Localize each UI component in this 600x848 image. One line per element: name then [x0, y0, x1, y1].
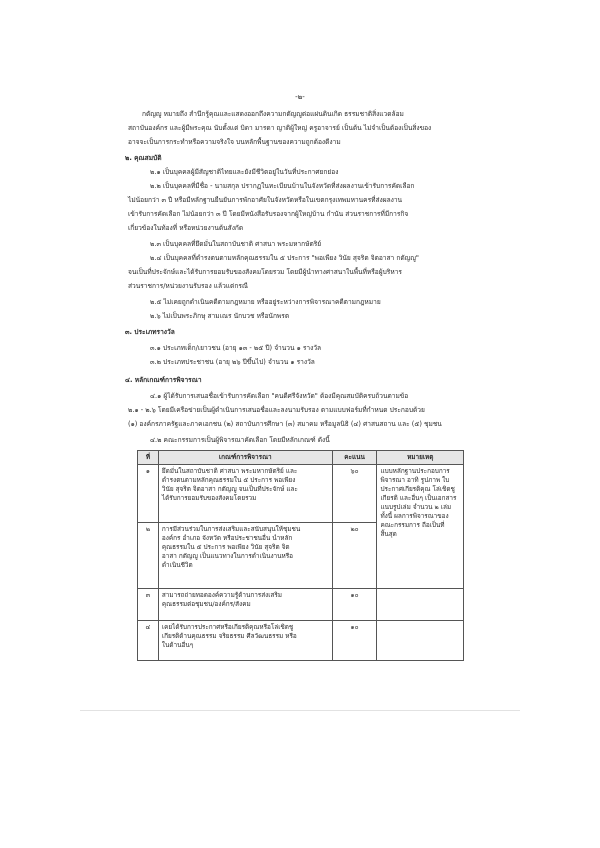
criteria-line: วินัย สุจริต จิตอาสา กตัญญู จนเป็นที่ประจักษ์ และ — [161, 485, 298, 493]
header-criteria: เกณฑ์การพิจารณา — [158, 451, 332, 465]
criteria-line: สามารถถ่ายทอดองค์ความรู้ด้านการส่งเสริม — [161, 591, 282, 599]
section-2-line: ๒.๒ เป็นบุคคลที่มีชื่อ - นามสกุล ปรากฏในทะเบียนบ้านในจังหวัดที่ส่งผลงานเข้ารับการคัดเลือก — [150, 182, 415, 190]
section-3-line: ๓.๒ ประเภทประชาชน (อายุ ๒๖ ปีขึ้นไป) จำนวน ๑ รางวัล — [150, 358, 315, 366]
row-score: ๖๐ — [332, 465, 377, 523]
row-criteria — [158, 465, 332, 523]
criteria-line: คุณธรรมต่อชุมชน/องค์กร/สังคม — [161, 600, 251, 608]
section-2-line: ส่วนราชการ/หน่วยงานรับรอง แล้วแต่กรณี — [128, 282, 248, 290]
row-score: ๑๐ — [332, 589, 377, 621]
note-line: พิจารณา อาทิ รูปภาพ ใบ — [380, 476, 450, 484]
note-line: แนบรูปเล่ม จำนวน ๒ เล่ม — [380, 503, 452, 511]
table-row — [138, 621, 464, 661]
section-4-heading: ๔. หลักเกณฑ์การพิจารณา — [125, 376, 202, 384]
row-criteria — [158, 621, 332, 661]
note-line: แบบหลักฐานประกอบการ — [380, 467, 450, 475]
section-4-line: ๔.๒ คณะกรรมการเป็นผู้พิจารณาคัดเลือก โดยมีหลักเกณฑ์ ดังนี้ — [150, 436, 330, 444]
footer-divider — [80, 710, 520, 711]
section-3-line: ๓.๑ ประเภทเด็ก/เยาวชน (อายุ ๑๓ - ๒๕ ปี) จำนวน ๑ รางวัล — [150, 344, 322, 352]
table-row — [138, 465, 464, 523]
criteria-line: อาสา กตัญญู เป็นแนวทางในการดำเนินงานหรือ — [161, 552, 294, 560]
section-2-line: ๒.๕ ไม่เคยถูกดำเนินคดีตามกฎหมาย หรืออยู่ระหว่างการพิจารณาคดีตามกฎหมาย — [150, 298, 381, 306]
criteria-line: องค์กร อำเภอ จังหวัด หรือประชาชนอื่น นำหลัก — [161, 534, 293, 542]
section-2-line: ๒.๑ เป็นบุคคลผู้มีสัญชาติไทยและยังมีชีวิตอยู่ในวันที่ประกาศยกย่อง — [150, 168, 339, 176]
page-number: -๒- — [295, 93, 305, 101]
section-3-heading: ๓. ประเภทรางวัล — [125, 328, 175, 336]
row-note-empty — [377, 589, 464, 621]
criteria-line: เกียรติด้านคุณธรรม จริยธรรม ศีลวัฒนธรรม หรือ — [161, 632, 297, 640]
intro-line-3: อาจจะเป็นการกระทำหรือความจริงใจ บนหลักพื้นฐานของความถูกต้องดีงาม — [128, 138, 341, 146]
table-row — [138, 589, 464, 621]
row-criteria — [158, 523, 332, 589]
criteria-line: ดำรงตนตามหลักคุณธรรมใน ๕ ประการ พอเพียง — [161, 476, 296, 484]
section-2-line: ๒.๓ เป็นบุคคลที่ยึดมั่นในสถาบันชาติ ศาสนา พระมหากษัตริย์ — [150, 240, 322, 248]
header-no: ที่ — [138, 451, 159, 465]
section-2-line: ไม่น้อยกว่า ๓ ปี หรือมีหลักฐานยืนยันการพักอาศัยในจังหวัดหรือในเขตกรุงเทพมหานครที่ส่งผลงาน — [128, 196, 403, 204]
row-note — [377, 465, 464, 589]
section-2-line: เข้ารับการคัดเลือก ไม่น้อยกว่า ๓ ปี โดยมีหนังสือรับรองจากผู้ใหญ่บ้าน กำนัน ส่วนราชการที่มีการกิจ — [128, 210, 409, 218]
note-line: สิ้นสุด — [380, 530, 397, 538]
criteria-line: ในด้านอื่นๆ — [161, 641, 194, 649]
section-2-line: เกี่ยวข้องในท้องที่ หรือหน่วยงานต้นสังกัด — [128, 224, 244, 232]
row-note-empty — [377, 621, 464, 661]
intro-line-2: สถาบันองค์กร และผู้มีพระคุณ นับตั้งแต่ บิดา มารดา ญาติผู้ใหญ่ ครูอาจารย์ เป็นต้น ไม่จำเป็นต้องเป็นสิ่งของ — [128, 124, 432, 132]
table-header-row — [138, 451, 464, 465]
criteria-line: ยึดมั่นในสถาบันชาติ ศาสนา พระมหากษัตริย์ และ — [161, 467, 298, 475]
note-line: เกียรติ และอื่นๆ เป็นเอกสาร — [380, 494, 457, 502]
section-4-line: (๑) องค์กรภาครัฐและภาคเอกชน (๒) สถาบันการศึกษา (๓) สมาคม หรือมูลนิธิ (๔) ศาสนสถาน และ (๕) ชุมชน — [128, 420, 442, 428]
section-2-line: ๒.๖ ไม่เป็นพระภิกษุ สามเณร นักบวช หรือนักพรต — [150, 312, 290, 320]
section-2-heading: ๒. คุณสมบัติ — [125, 154, 162, 162]
note-line: ทั้งนี้ ผลการพิจารณาของ — [380, 512, 449, 520]
row-number: ๒ — [138, 523, 159, 589]
section-2-line: จนเป็นที่ประจักษ์และได้รับการยอมรับของสังคมโดยรวม โดยมีผู้นำทางศาสนาในพื้นที่หรือผู้บริหาร — [128, 268, 402, 276]
criteria-line: คุณธรรมใน ๕ ประการ พอเพียง วินัย สุจริต จิต — [161, 543, 290, 551]
section-4-line: ๒.๑ - ๒.๖ โดยมีเครือข่ายเป็นผู้ดำเนินการเสนอชื่อและลงนามรับรอง ตามแบบฟอร์มที่กำหนด ประกอบด้วย — [128, 406, 425, 414]
criteria-table — [137, 450, 464, 661]
row-criteria — [158, 589, 332, 621]
section-4-line: ๔.๑ ผู้ได้รับการเสนอชื่อเข้ารับการคัดเลือก "คนดีศรีจังหวัด" ต้องมีคุณสมบัติครบถ้วนตามข้อ — [150, 392, 409, 400]
section-2-line: ๒.๔ เป็นบุคคลที่ดำรงตนตามหลักคุณธรรมใน ๕ ประการ "พอเพียง วินัย สุจริต จิตอาสา กตัญญู" — [150, 254, 419, 262]
row-number: ๑ — [138, 465, 159, 523]
note-line: ประกาศเกียรติคุณ โล่เชิดชู — [380, 485, 455, 493]
row-score: ๑๐ — [332, 621, 377, 661]
row-score: ๒๐ — [332, 523, 377, 589]
row-number: ๓ — [138, 589, 159, 621]
header-note: หมายเหตุ — [377, 451, 464, 465]
note-line: คณะกรรมการ ถือเป็นที่ — [380, 521, 445, 529]
row-number: ๔ — [138, 621, 159, 661]
criteria-line: ดำเนินชีวิต — [161, 561, 193, 569]
criteria-line: การมีส่วนร่วมในการส่งเสริมและสนับสนุนให้ชุมชน — [161, 525, 301, 533]
criteria-line: ได้รับการยอมรับของสังคมโดยรวม — [161, 494, 257, 502]
header-score: คะแนน — [332, 451, 377, 465]
intro-line-1: กตัญญู หมายถึง สำนึกรู้คุณและแสดงออกถึงความกตัญญูต่อแผ่นดินเกิด ธรรมชาติสิ่งแวดล้อม — [142, 110, 404, 118]
criteria-line: เคยได้รับการประกาศหรือเกียรติคุณหรือโล่เชิดชู — [161, 623, 294, 631]
